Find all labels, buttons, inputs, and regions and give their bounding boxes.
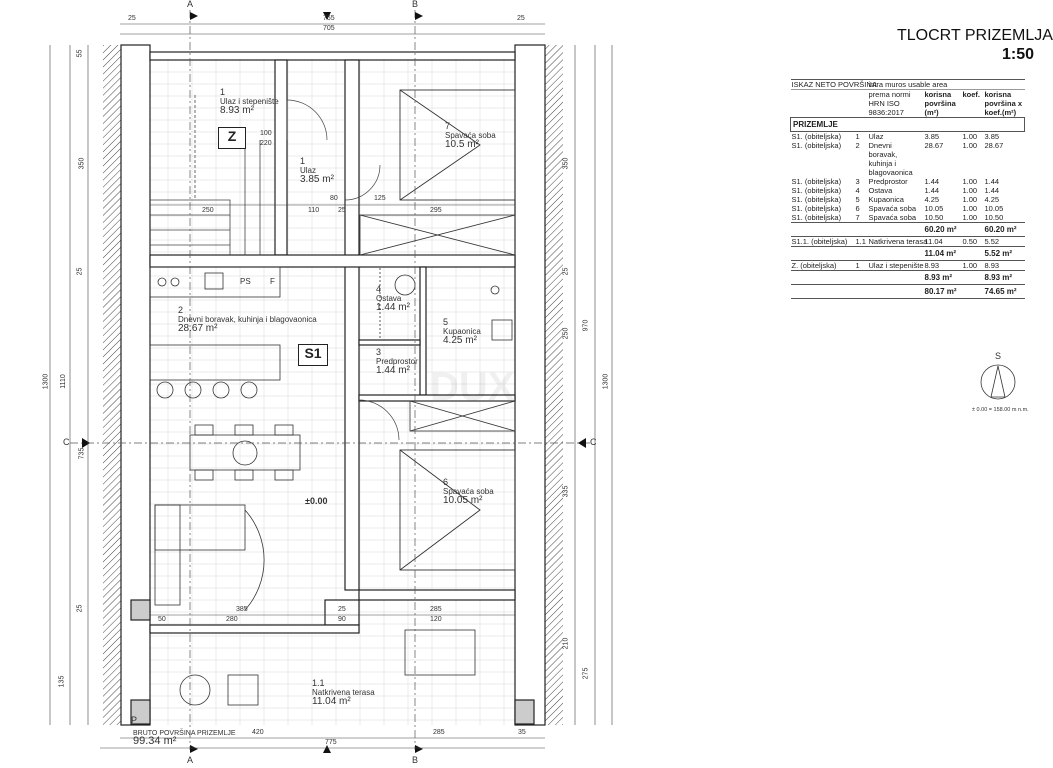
drawing-scale: 1:50 bbox=[1002, 46, 1035, 63]
dim-inner: 100 bbox=[260, 130, 272, 137]
table-row: Z. (obiteljska) 1 Ulaz i stepenište 8.93 1.00 8.93 bbox=[791, 261, 1000, 270]
svg-text:DUX: DUX bbox=[430, 365, 515, 409]
dim-right: 335 bbox=[562, 485, 570, 498]
subtotal-row: 60.20 m² 60.20 m² bbox=[791, 223, 1025, 237]
gross-area-value: 99.34 m² bbox=[133, 735, 177, 747]
dim-top: 765 bbox=[323, 15, 335, 22]
dim-inner: 120 bbox=[430, 616, 442, 623]
table-row: S1. (obiteljska) 6 Spavaća soba 10.05 1.00 10.05 bbox=[791, 204, 1004, 213]
dim-left: 25 bbox=[76, 267, 84, 276]
room-label-7: 7 Spavaća soba 10.5 m² bbox=[445, 121, 496, 150]
dim-inner: 295 bbox=[430, 207, 442, 214]
dim-inner: 220 bbox=[260, 140, 272, 147]
col-area: korisna površina (m²) bbox=[924, 90, 956, 117]
room-label-4: 4 Ostava 1.44 m² bbox=[376, 284, 410, 313]
dim-left: 735 bbox=[78, 447, 86, 460]
room-label-5: 5 Kupaonica 4.25 m² bbox=[443, 317, 481, 346]
section-prizemlje: PRIZEMLJE bbox=[791, 118, 1025, 132]
col-area-koef: korisna površina x koef.(m²) bbox=[984, 90, 1023, 117]
dim-inner: 110 bbox=[308, 207, 320, 214]
dim-left: 25 bbox=[76, 604, 84, 613]
axis-c-left: C bbox=[63, 437, 70, 447]
dim-top: 705 bbox=[323, 25, 335, 32]
unit-tag-z: Z bbox=[218, 127, 246, 149]
table-row: S1. (obiteljska) 5 Kupaonica 4.25 1.00 4.25 bbox=[791, 195, 1000, 204]
axis-a-bottom: A bbox=[187, 755, 194, 765]
subtotal-row: 8.93 m² 8.93 m² bbox=[791, 271, 1025, 285]
dim-bottom: 775 bbox=[325, 739, 337, 746]
dim-left: 135 bbox=[58, 675, 66, 688]
dim-inner: 125 bbox=[374, 195, 386, 202]
axis-b-bottom: B bbox=[412, 755, 419, 765]
axis-c-right: C bbox=[590, 437, 597, 447]
room-label-1-1: 1.1 Natkrivena terasa 11.04 m² bbox=[312, 678, 375, 707]
dim-left: 55 bbox=[76, 49, 84, 58]
dim-inner: 25 bbox=[338, 606, 346, 613]
axis-b-top: B bbox=[412, 0, 419, 9]
dim-bottom: 35 bbox=[518, 729, 526, 736]
dim-right: 210 bbox=[562, 637, 570, 650]
area-table bbox=[790, 79, 1025, 299]
drawing-title: TLOCRT PRIZEMLJA bbox=[897, 27, 1053, 44]
elevation-note: ± 0.00 = 158.00 m n.m. bbox=[972, 407, 1029, 413]
dim-right: 970 bbox=[582, 319, 590, 332]
col-koef: koef. bbox=[962, 90, 981, 99]
dim-right: 275 bbox=[582, 667, 590, 680]
axis-p: P bbox=[131, 715, 138, 725]
table-row: S1. (obiteljska) 2 Dnevni boravak, kuhinja i blagovaonica 28.67 1.00 28.67 bbox=[791, 141, 1004, 177]
dim-left: 1300 bbox=[42, 373, 50, 390]
room-label-3: 3 Predprostor 1.44 m² bbox=[376, 347, 418, 376]
dim-inner: 80 bbox=[330, 195, 338, 202]
dim-left: 350 bbox=[78, 157, 86, 170]
north-arrow bbox=[981, 365, 1015, 399]
dim-right: 1300 bbox=[602, 373, 610, 390]
unit-tag-s1: S1 bbox=[298, 344, 328, 366]
level-mark: ±0.00 bbox=[305, 496, 328, 506]
dim-left: 1110 bbox=[59, 374, 67, 389]
room-label-6: 6 Spavaća soba 10.05 m² bbox=[443, 477, 494, 506]
table-row: S1. (obiteljska) 1 Ulaz 3.85 1.00 3.85 bbox=[791, 132, 1000, 141]
grand-total-row: 80.17 m² 74.65 m² bbox=[791, 285, 1025, 299]
room-label-1: 1 Ulaz 3.85 m² bbox=[300, 156, 334, 185]
table-caption: ISKAZ NETO POVRŠINA bbox=[791, 80, 877, 89]
dim-right: 25 bbox=[562, 267, 570, 276]
table-row: S1. (obiteljska) 4 Ostava 1.44 1.00 1.44 bbox=[791, 186, 1000, 195]
dim-bottom: 285 bbox=[433, 729, 445, 736]
dim-bottom: 420 bbox=[252, 729, 264, 736]
dim-top: 25 bbox=[128, 15, 136, 22]
dim-inner: 90 bbox=[338, 616, 346, 623]
table-caption-2: intra muros usable area bbox=[868, 80, 948, 89]
dim-inner: 25 bbox=[338, 207, 346, 214]
table-row: S1. (obiteljska) 7 Spavaća soba 10.50 1.00 10.50 bbox=[791, 213, 1004, 222]
subtotal-row: 11.04 m² 5.52 m² bbox=[791, 247, 1025, 261]
north-label: S bbox=[995, 351, 1002, 361]
earth-hatch-right bbox=[545, 45, 563, 725]
table-row: S1. (obiteljska) 3 Predprostor 1.44 1.00 1.44 bbox=[791, 177, 1000, 186]
dim-top: 25 bbox=[517, 15, 525, 22]
axis-a-top: A bbox=[187, 0, 194, 9]
dim-inner: 285 bbox=[430, 606, 442, 613]
earth-hatch-left bbox=[103, 45, 121, 725]
table-row: S1.1. (obiteljska) 1.1 Natkrivena terasa 11.04 0.50 5.52 bbox=[791, 237, 1000, 246]
dim-inner: 50 bbox=[158, 616, 166, 623]
dim-inner: 280 bbox=[226, 616, 238, 623]
gross-area-label: BRUTO POVRŠINA PRIZEMLJE bbox=[133, 730, 236, 737]
fixture-f: F bbox=[270, 277, 275, 286]
room-label-2: 2 Dnevni boravak, kuhinja i blagovaonica 28.67 m² bbox=[178, 305, 317, 334]
dim-right: 250 bbox=[562, 327, 570, 340]
dim-inner: 250 bbox=[202, 207, 214, 214]
dim-inner: 385 bbox=[236, 606, 248, 613]
fixture-ps: PS bbox=[240, 277, 251, 286]
dim-right: 350 bbox=[562, 157, 570, 170]
room-label-1z: 1 Ulaz i stepenište 8.93 m² bbox=[220, 87, 279, 116]
col-norm: prema normi HRN ISO 9836:2017 bbox=[868, 90, 911, 117]
